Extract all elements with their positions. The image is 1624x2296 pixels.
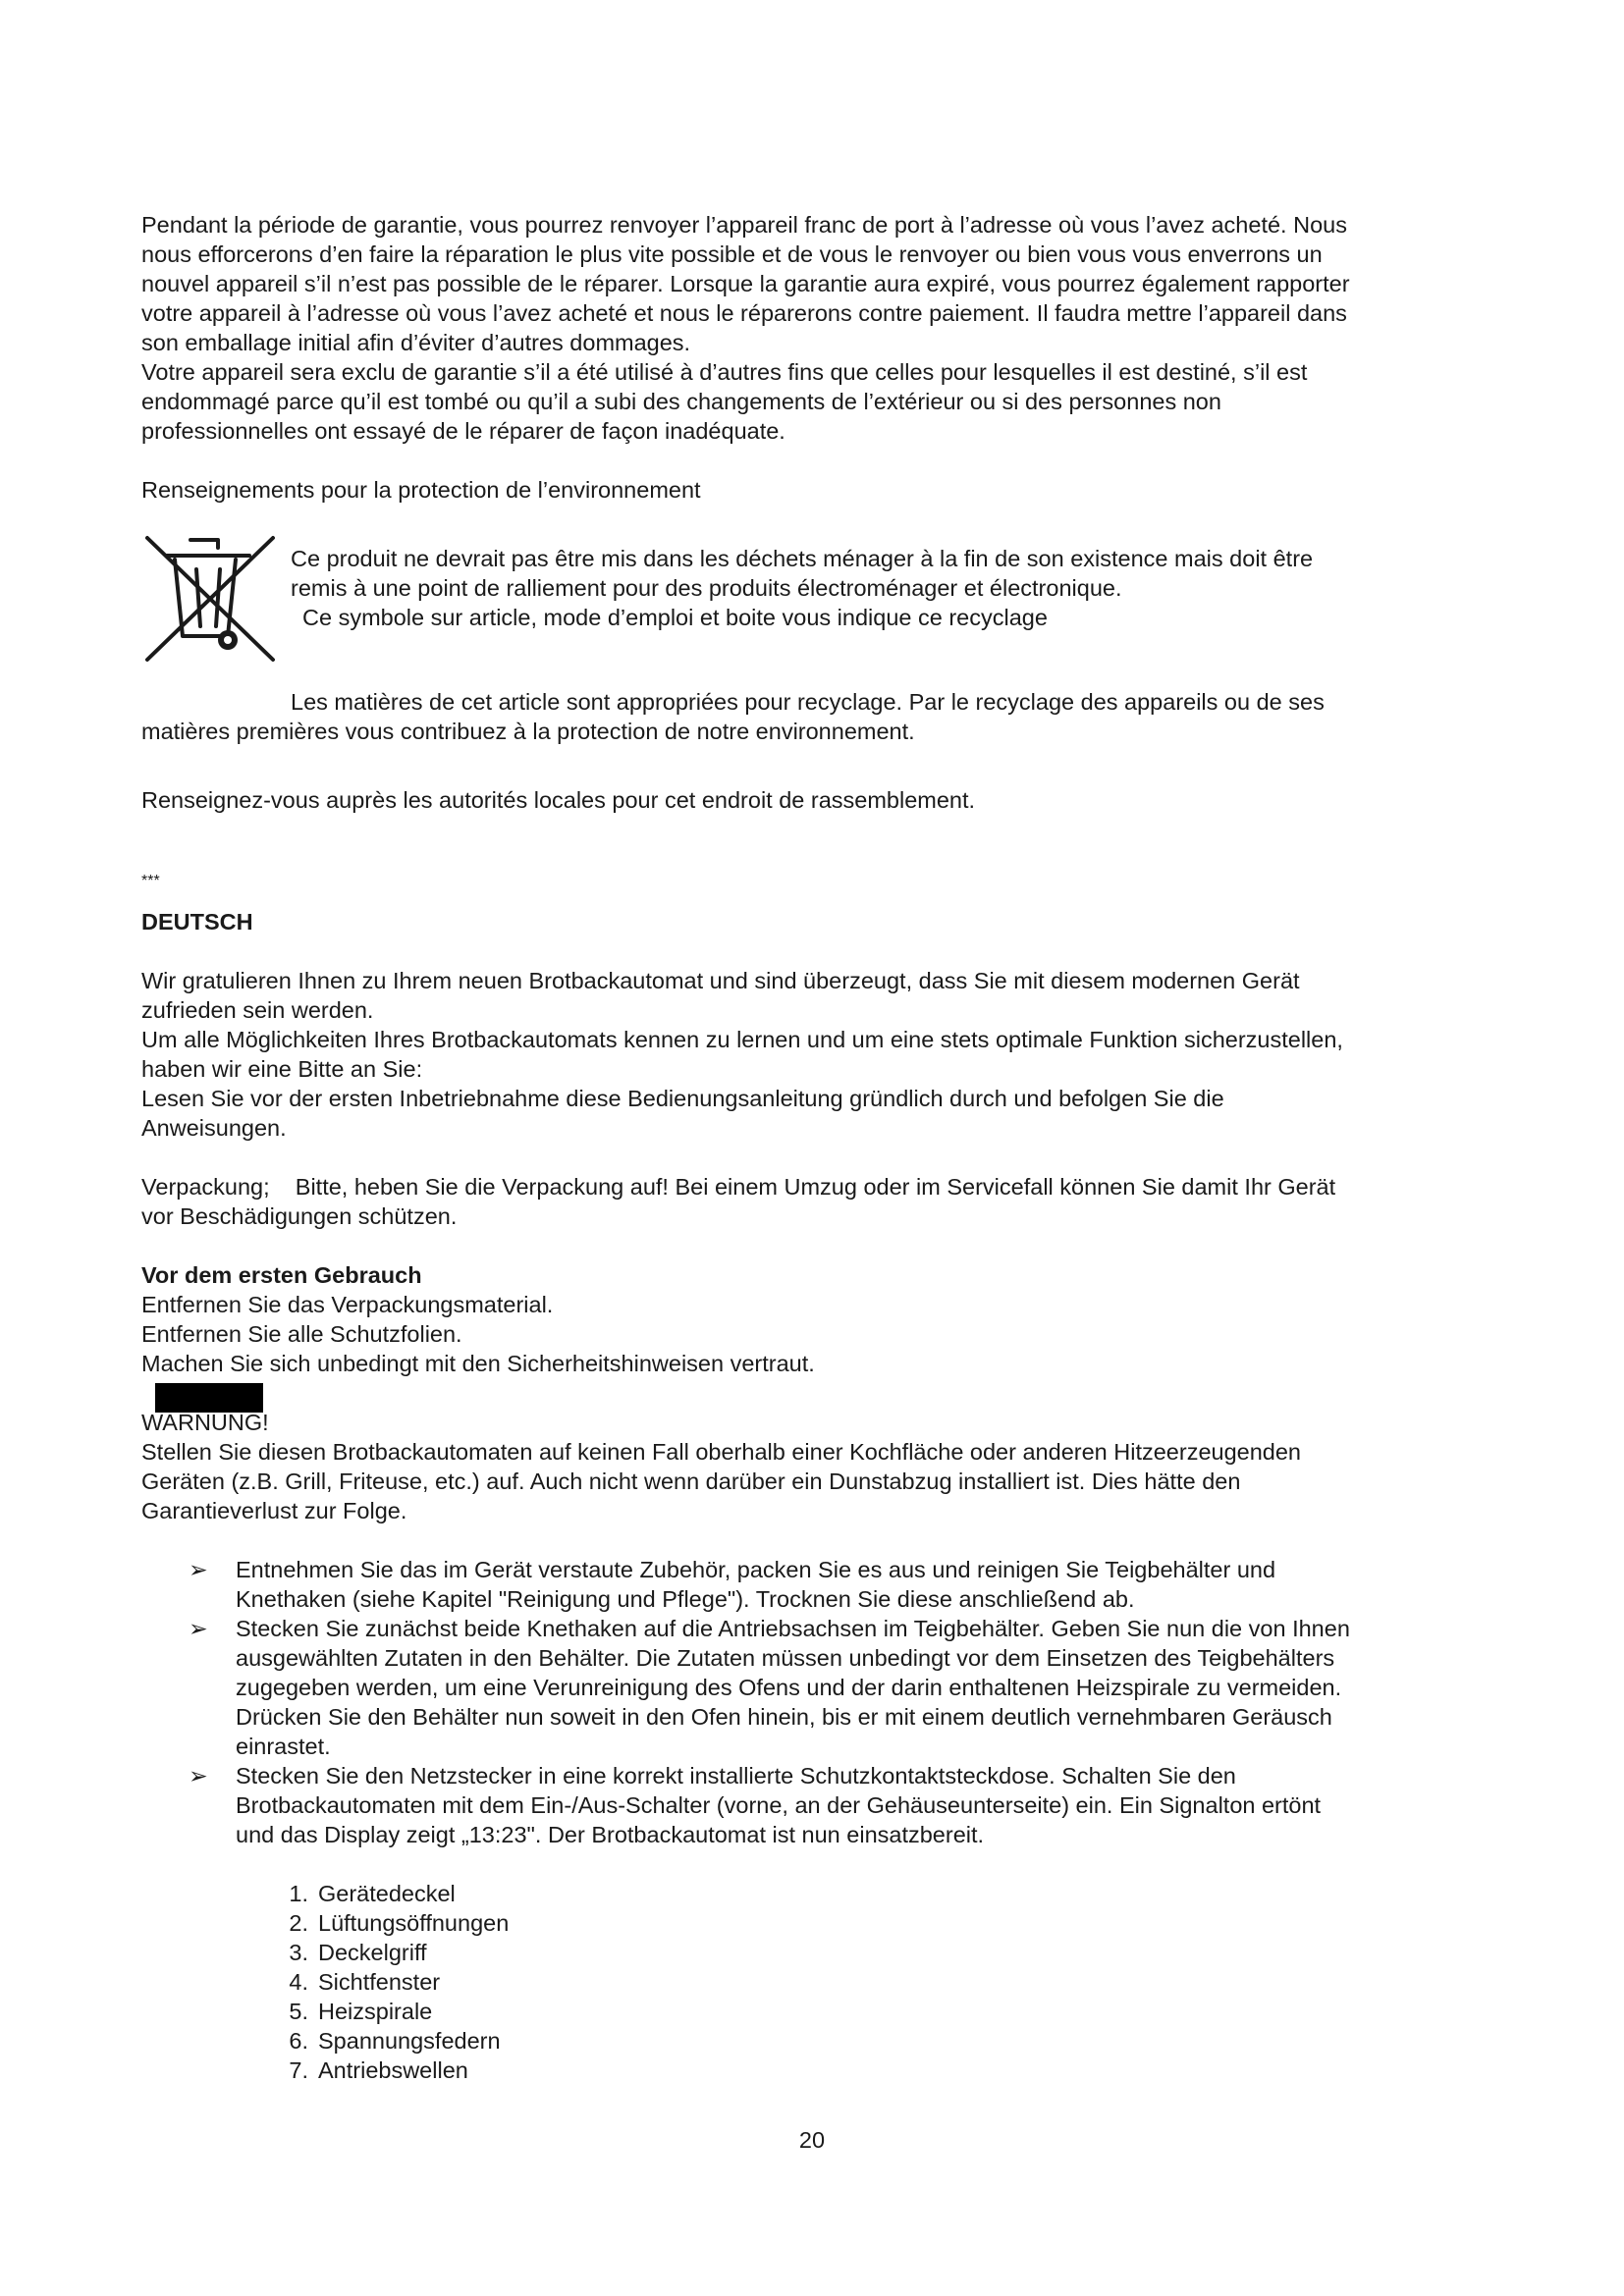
text-line: zugegeben werden, um eine Verunreinigung des Ofens und der darin enthaltenen Heizspirale zu vermeiden. <box>236 1675 1342 1700</box>
list-number: 6. <box>289 2028 308 2054</box>
intro-paragraph <box>141 966 1496 1143</box>
weee-section <box>141 530 1516 677</box>
text-line: Drücken Sie den Behälter nun soweit in den Ofen hinein, bis er mit einem deutlich vernehmbaren Geräusch <box>236 1704 1332 1730</box>
first-use-section <box>141 1260 1496 1378</box>
text-line: Brotbackautomaten mit dem Ein-/Aus-Schalter (vorne, an der Gehäuseunterseite) ein. Ein Signalton ertönt <box>236 1792 1322 1818</box>
list-item <box>273 1908 862 1938</box>
text-line: Entfernen Sie alle Schutzfolien. <box>141 1321 462 1347</box>
text-line: vor Beschädigungen schützen. <box>141 1203 458 1229</box>
warranty-paragraph <box>141 210 1496 446</box>
text-line: Wir gratulieren Ihnen zu Ihrem neuen Brotbackautomat und sind überzeugt, dass Sie mit diesem modernen Gerät <box>141 968 1300 993</box>
packaging-paragraph <box>141 1172 1496 1231</box>
text-line: professionnelles ont essayé de le réparer de façon inadéquate. <box>141 418 785 444</box>
part-label: Sichtfenster <box>318 1969 441 1995</box>
list-item <box>273 1997 862 2026</box>
text-line: Anweisungen. <box>141 1115 287 1141</box>
text-line: Geräten (z.B. Grill, Friteuse, etc.) auf. Auch nicht wenn darüber ein Dunstabzug installiert ist. Dies hätte den <box>141 1468 1241 1494</box>
text-line: matières premières vous contribuez à la protection de notre environnement. <box>141 719 915 744</box>
weee-text <box>291 544 1508 632</box>
text-line: votre appareil à l’adresse où vous l’avez acheté et nous le réparerons contre paiement. Il faudra mettre l’appareil dans <box>141 300 1347 326</box>
text-line: endommagé parce qu’il est tombé ou qu’il a subi des changements de l’extérieur ou si des personnes non <box>141 389 1221 414</box>
arrow-bullet-icon: ➢ <box>189 1557 208 1582</box>
arrow-bullet-icon: ➢ <box>189 1763 208 1789</box>
list-item <box>273 1938 862 1967</box>
text-line: son emballage initial afin d’éviter d’autres dommages. <box>141 330 691 355</box>
arrow-bullet-icon: ➢ <box>189 1616 208 1641</box>
parts-list <box>273 1879 862 2085</box>
list-number: 2. <box>289 1910 308 1936</box>
list-item <box>189 1761 1504 1849</box>
list-item <box>189 1555 1504 1614</box>
list-number: 1. <box>289 1881 308 1906</box>
section-heading-deutsch: DEUTSCH <box>141 909 253 934</box>
list-number: 3. <box>289 1940 308 1965</box>
text-line: haben wir eine Bitte an Sie: <box>141 1056 423 1082</box>
warning-heading: WARNUNG! <box>141 1410 269 1435</box>
text-line: Knethaken (siehe Kapitel "Reinigung und Pflege"). Trocknen Sie diese anschließend ab. <box>236 1586 1135 1612</box>
list-item <box>189 1614 1504 1761</box>
environment-heading: Renseignements pour la protection de l’environnement <box>141 477 701 503</box>
materials-paragraph <box>141 687 1496 746</box>
text-line: Lesen Sie vor der ersten Inbetriebnahme diese Bedienungsanleitung gründlich durch und befolgen Sie die <box>141 1086 1224 1111</box>
text-line: Entfernen Sie das Verpackungsmaterial. <box>141 1292 554 1317</box>
list-number: 7. <box>289 2057 308 2083</box>
crossed-out-bin-icon <box>141 530 279 667</box>
text-line: Machen Sie sich unbedingt mit den Sicherheitshinweisen vertraut. <box>141 1351 815 1376</box>
text-line: nouvel appareil s’il n’est pas possible de le réparer. Lorsque la garantie aura expiré, vous pourrez également rapporter <box>141 271 1350 296</box>
list-number: 5. <box>289 1999 308 2024</box>
page-number: 20 <box>798 2127 826 2153</box>
text-line: zufrieden sein werden. <box>141 997 374 1023</box>
authorities-paragraph: Renseignez-vous auprès les autorités locales pour cet endroit de rassemblement. <box>141 787 976 813</box>
part-label: Deckelgriff <box>318 1940 427 1965</box>
text-line: Pendant la période de garantie, vous pourrez renvoyer l’appareil franc de port à l’adresse où vous l’avez acheté. Nous <box>141 212 1347 238</box>
text-line: Stecken Sie zunächst beide Knethaken auf die Antriebsachsen im Teigbehälter. Geben Sie nun die von Ihnen <box>236 1616 1350 1641</box>
part-label: Gerätedeckel <box>318 1881 456 1906</box>
list-item <box>273 2026 862 2056</box>
text-line: Stecken Sie den Netzstecker in eine korrekt installierte Schutzkontaktsteckdose. Schalten Sie den <box>236 1763 1236 1789</box>
text-line: Verpackung; Bitte, heben Sie die Verpackung auf! Bei einem Umzug oder im Servicefall können Sie damit Ihr Gerät <box>141 1174 1336 1200</box>
warning-section <box>141 1408 1496 1525</box>
text-line: Um alle Möglichkeiten Ihres Brotbackautomats kennen zu lernen und um eine stets optimale Funktion sicherzustellen, <box>141 1027 1343 1052</box>
text-line: nous efforcerons d’en faire la réparation le plus vite possible et de vous le renvoyer ou bien vous vous enverrons un <box>141 241 1323 267</box>
text-line: Ce produit ne devrait pas être mis dans les déchets ménager à la fin de son existence mais doit être <box>291 546 1314 571</box>
list-number: 4. <box>289 1969 308 1995</box>
part-label: Heizspirale <box>318 1999 433 2024</box>
text-line: einrastet. <box>236 1734 331 1759</box>
text-line: und das Display zeigt „13:23". Der Brotbackautomat ist nun einsatzbereit. <box>236 1822 985 1847</box>
instruction-list <box>189 1555 1504 1849</box>
list-item <box>273 2056 862 2085</box>
part-label: Lüftungsöffnungen <box>318 1910 510 1936</box>
text-line: Entnehmen Sie das im Gerät verstaute Zubehör, packen Sie es aus und reinigen Sie Teigbehälter und <box>236 1557 1276 1582</box>
text-line: Votre appareil sera exclu de garantie s’il a été utilisé à d’autres fins que celles pour lesquelles il est destiné, s’il est <box>141 359 1308 385</box>
part-label: Antriebswellen <box>318 2057 468 2083</box>
text-line: ausgewählten Zutaten in den Behälter. Die Zutaten müssen unbedingt vor dem Einsetzen des Teigbehälters <box>236 1645 1335 1671</box>
section-separator: *** <box>141 873 160 889</box>
text-line: Stellen Sie diesen Brotbackautomaten auf keinen Fall oberhalb einer Kochfläche oder anderen Hitzeerzeugenden <box>141 1439 1302 1465</box>
first-use-heading: Vor dem ersten Gebrauch <box>141 1262 422 1288</box>
text-line: Ce symbole sur article, mode d’emploi et boite vous indique ce recyclage <box>302 605 1048 630</box>
text-line: Les matières de cet article sont appropriées pour recyclage. Par le recyclage des appareils ou de ses <box>291 689 1325 715</box>
part-label: Spannungsfedern <box>318 2028 501 2054</box>
text-line: Garantieverlust zur Folge. <box>141 1498 407 1523</box>
text-line: remis à une point de ralliement pour des produits électroménager et électronique. <box>291 575 1122 601</box>
list-item <box>273 1967 862 1997</box>
list-item <box>273 1879 862 1908</box>
